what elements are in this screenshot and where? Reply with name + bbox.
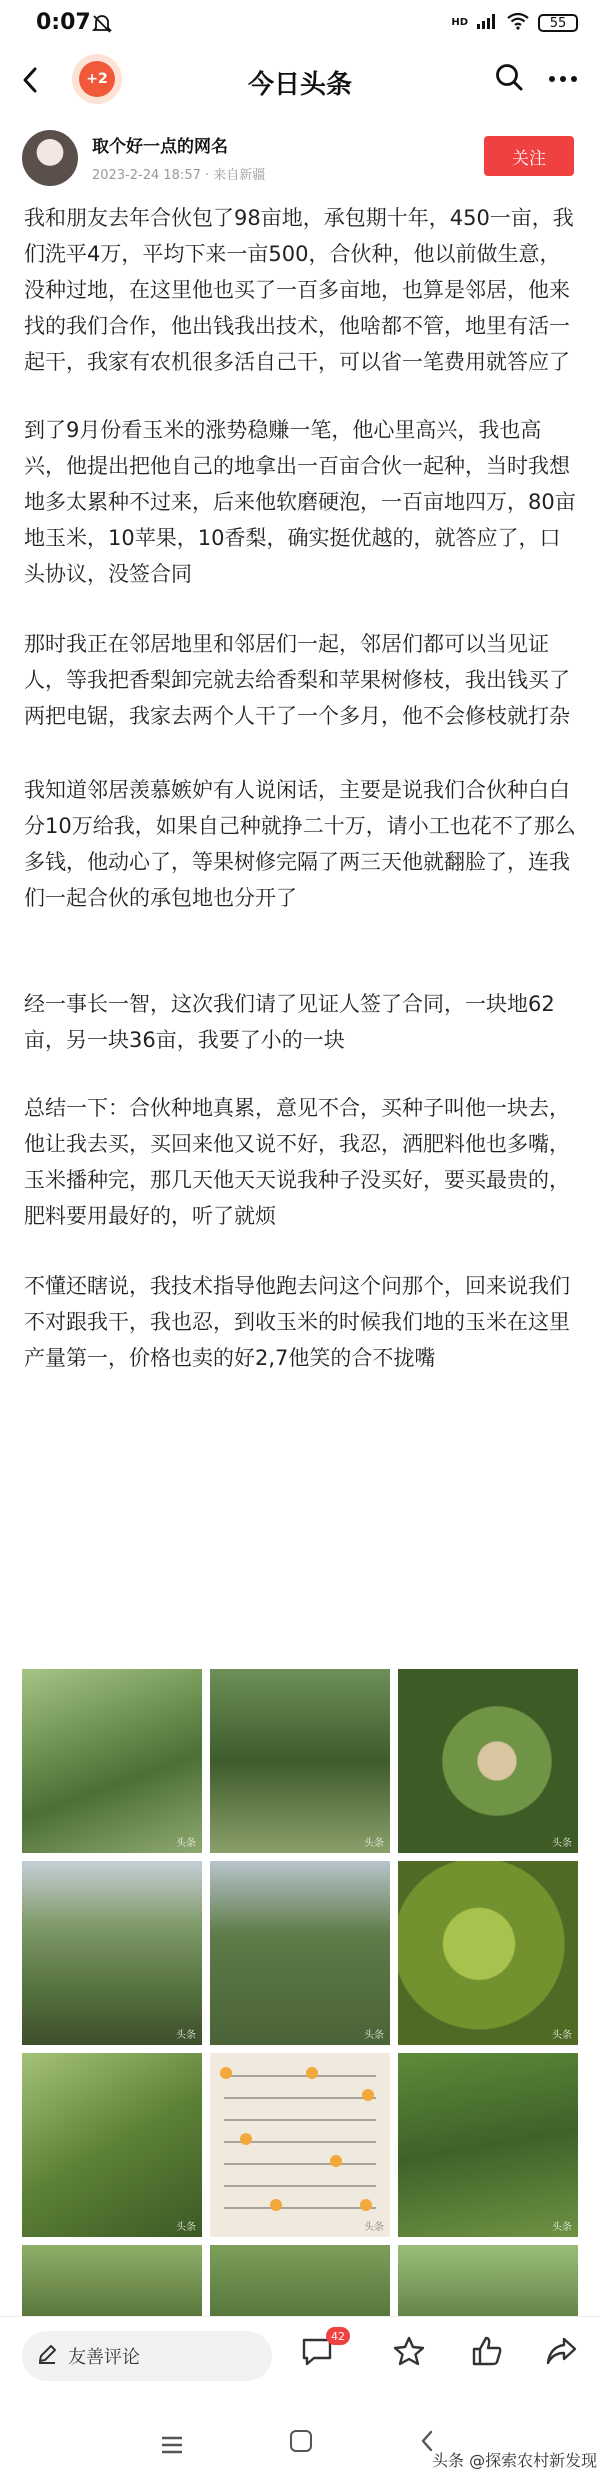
photo-pruned-branch[interactable]: [398, 2053, 578, 2237]
article-paragraph: 我和朋友去年合伙包了98亩地，承包期十年，450一亩，我们洗平4万，平均下来一亩500，合伙种，他以前做生意，没种过地，在这里他也买了一百多亩地，也算是邻居，他来找的我们合作，他出钱我出技术，他啥都不管，地里有活一起干，我家有农机很多活自己干，可以省一笔费用就答应了: [24, 206, 574, 374]
search-icon[interactable]: [494, 62, 524, 96]
photo-corn-field[interactable]: [22, 1669, 202, 1853]
wifi-icon: [506, 12, 530, 34]
pencil-icon: [36, 2343, 58, 2370]
signal-icon: [476, 13, 498, 33]
photo-fruit-tree[interactable]: [22, 1861, 202, 2045]
network-type: HD: [451, 17, 468, 28]
article-paragraph: 我知道邻居羡慕嫉妒有人说闲话，主要是说我们合伙种白白分10万给我，如果自己种就挣二十万，请小工也花不了那么多钱，他动心了，等果树修完隔了两三天他就翻脸了，连我们一起合伙的承包地也分开了: [24, 778, 576, 910]
reward-badge-label: +2: [79, 61, 115, 97]
top-nav: [0, 48, 600, 112]
article-body: [24, 200, 580, 1376]
post-meta: 2023-2-24 18:57 · 来自新疆: [92, 168, 266, 183]
photo-watermark: 头条: [176, 1838, 196, 1849]
photo-watermark: 头条: [364, 2030, 384, 2041]
photo-watermark: 头条: [552, 2030, 572, 2041]
photo-gallery: [22, 1669, 580, 2389]
like-icon[interactable]: [470, 2335, 504, 2371]
avatar[interactable]: [22, 130, 78, 186]
article-paragraph: 不懂还瞎说，我技术指导他跑去问这个问那个，回来说我们不对跟我干，我也忍，到收玉米的时候我们地的玉米在这里产量第一，价格也卖的好2,7他笑的合不拢嘴: [24, 1274, 570, 1370]
photo-watermark: 头条: [176, 2222, 196, 2233]
follow-button[interactable]: 关注: [484, 136, 574, 176]
mute-icon: [92, 14, 112, 38]
photo-corn-field[interactable]: [210, 1669, 390, 1853]
star-icon[interactable]: [392, 2335, 426, 2371]
photo-handwritten-note[interactable]: [210, 2053, 390, 2237]
article-paragraph: 那时我正在邻居地里和邻居们一起，邻居们都可以当见证人，等我把香梨卸完就去给香梨和苹果树修枝，我出钱买了两把电锯，我家去两个人干了一个多月，他不会修枝就打杂: [24, 632, 570, 728]
article-paragraph: 到了9月份看玉米的涨势稳赚一笔，他心里高兴，我也高兴，他提出把他自己的地拿出一百亩合伙一起种，当时我想地多太累种不过来，后来他软磨硬泡，一百亩地四万，80亩地玉米，10苹果，10香梨，确实挺优越的，就答应了，口头协议，没签合同: [24, 418, 576, 586]
status-time: 0:07: [36, 10, 91, 35]
home-icon[interactable]: [290, 2430, 312, 2452]
photo-pear-leaves[interactable]: [398, 1861, 578, 2045]
battery-indicator: 55: [538, 14, 578, 32]
photo-corn-ear[interactable]: [398, 1669, 578, 1853]
more-icon[interactable]: [548, 68, 578, 87]
author-row: [0, 120, 600, 200]
menu-icon[interactable]: [160, 2436, 184, 2458]
bottom-action-bar: [0, 2316, 600, 2397]
photo-watermark: 头条: [552, 2222, 572, 2233]
photo-watermark: 头条: [364, 1838, 384, 1849]
author-name[interactable]: 取个好一点的网名: [92, 137, 228, 157]
article-paragraph: 经一事长一智，这次我们请了见证人签了合同，一块地62亩，另一块36亩，我要了小的一块: [24, 992, 555, 1052]
status-bar: [0, 0, 600, 48]
photo-watermark: 头条: [176, 2030, 196, 2041]
comment-input[interactable]: [22, 2331, 272, 2381]
comment-count-badge: 42: [326, 2327, 350, 2345]
photo-orchard[interactable]: [210, 1861, 390, 2045]
photo-watermark: 头条: [364, 2222, 384, 2233]
page-title: 今日头条: [247, 70, 352, 100]
comment-placeholder: 友善评论: [68, 2347, 140, 2368]
share-icon[interactable]: [544, 2335, 578, 2371]
article-paragraph: 总结一下：合伙种地真累，意见不合，买种子叫他一块去，他让我去买，买回来他又说不好，我忍，洒肥料他也多嘴，玉米播种完，那几天他天天说我种子没买好，要买最贵的，肥料要用最好的，听了就烦: [24, 1096, 570, 1228]
source-watermark: 头条 @探索农村新发现: [432, 2451, 598, 2470]
photo-pear-branch[interactable]: [22, 2053, 202, 2237]
photo-watermark: 头条: [552, 1838, 572, 1849]
system-nav-bar: [0, 2400, 600, 2488]
